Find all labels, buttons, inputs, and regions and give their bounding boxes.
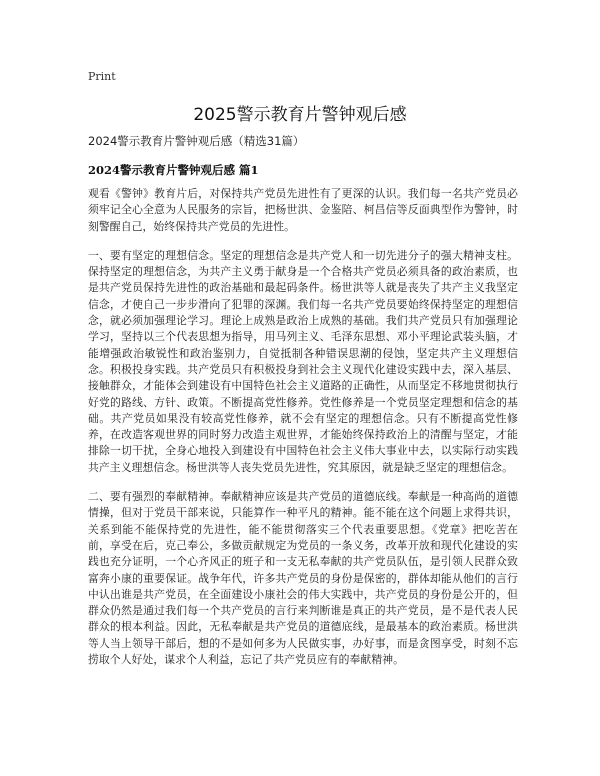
paragraph-intro: 观看《警钟》教育片后，对保持共产党员先进性有了更深的认识。我们每一名共产党员必须牢记全心全意为人民服务的宗旨，把杨世洪、金鉴陪、柯昌信等反面典型作为警钟，时刻警醒自己，始终保持共产党员的先进性。 xyxy=(88,187,518,233)
print-link[interactable]: Print xyxy=(88,70,116,83)
article-body xyxy=(88,186,518,681)
paragraph-ideals: 一、要有坚定的理想信念。坚定的理想信念是共产党人和一切先进分子的强大精神支柱。保持坚定的理想信念，为共产主义勇于献身是一个合格共产党员必须具备的政治素质，也是共产党员保持先进性的政治基础和最起码条件。杨世洪等人就是丧失了共产主义我坚定信念，才使自己一步步滑向了犯罪的深渊。我们每一名共产党员要始终保持坚定的理想信念，就必须加强理论学习。理论上成熟是政治上成熟的基础。我们共产党员只有加强理论学习，坚持以三个代表思想为指导，用马列主义、毛泽东思想、邓小平理论武装头脑，才能增强政治敏锐性和政治鉴别力，自觉抵制各种错误思潮的侵蚀，坚定共产主义理想信念。积极投身实践。共产党员只有积极投身到社会主义现代化建设实践中去，深入基层、接触群众，才能体会到建设有中国特色社会主义道路的正确性，从而坚定不移地贯彻执行好党的路线、方针、政策。不断提高党性修养。党性修养是一个党员坚定理想和信念的基础。共产党员如果没有较高党性修养，就不会有坚定的理想信念。只有不断提高党性修养，在改造客观世界的同时努力改造主观世界，才能始终保持政治上的清醒与坚定，才能排除一切干扰，全身心地投入到建设有中国特色社会主义伟大事业中去，以实际行动实践共产主义理想信念。杨世洪等人丧失党员先进性，究其原因，就是缺乏坚定的理想信念。 xyxy=(88,248,518,474)
document-title: 2025警示教育片警钟观后感 xyxy=(193,105,407,125)
paragraph-dedication: 二、要有强烈的奉献精神。奉献精神应该是共产党员的道德底线。奉献是一种高尚的道德情操，但对于党员干部来说，只能算作一种平凡的精神。能不能在这个问题上求得共识，关系到能不能保持党的先进性，能不能贯彻落实三个代表重要思想。《党章》把吃苦在前，享受在后，克己奉公，多做贡献规定为党员的一条义务，改革开放和现代化建设的实践也充分证明，一个心齐风正的班子和一支无私奉献的共产党员队伍，是引领人民群众致富奔小康的重要保证。战争年代，许多共产党员的身份是保密的，群体却能从他们的言行中认出谁是共产党员，在全面建设小康社会的伟大实践中，共产党员的身份是公开的，但群众仍然是通过我们每一个共产党员的言行来判断谁是真正的共产党员，是不是代表人民群众的根本利益。因此，无私奉献是共产党员的道德底线，是最基本的政治素质。杨世洪等人当上领导干部后，想的不是如何多为人民做实事，办好事，而是贪图享受，时刻不忘捞取个人好处，谋求个人利益，忘记了共产党员应有的奉献精神。 xyxy=(88,490,518,667)
section-heading: 2024警示教育片警钟观后感 篇1 xyxy=(88,163,259,177)
document-subtitle: 2024警示教育片警钟观后感（精选31篇） xyxy=(88,134,305,148)
